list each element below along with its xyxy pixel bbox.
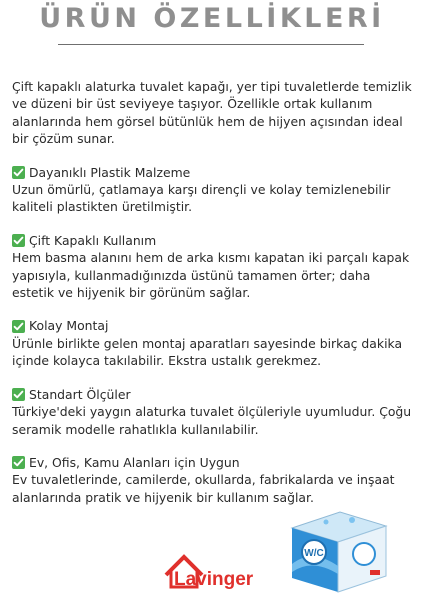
feature-item xyxy=(12,386,416,438)
page-title: ÜRÜN ÖZELLİKLERİ xyxy=(39,3,385,34)
feature-title: Çift Kapaklı Kullanım xyxy=(29,232,157,248)
feature-title: Standart Ölçüler xyxy=(29,386,131,402)
feature-description: Türkiye'deki yaygın alaturka tuvalet ölçüleriyle uyumludur. Çoğu seramik modelle rahatlıkla kullanılabilir. xyxy=(12,404,412,437)
check-icon xyxy=(12,234,25,247)
brand-name: Lavinger xyxy=(174,569,254,590)
feature-description: Ev tuvaletlerinde, camilerde, okullarda, fabrikalarda ve inşaat alanlarında pratik ve hijyenik bir kullanım sağlar. xyxy=(12,472,395,505)
feature-item xyxy=(12,232,416,302)
product-box-label: W/C xyxy=(304,548,324,559)
features-content xyxy=(12,78,416,522)
check-icon xyxy=(12,320,25,333)
check-icon xyxy=(12,388,25,401)
feature-title: Kolay Montaj xyxy=(29,318,109,334)
feature-description: Ürünle birlikte gelen montaj aparatları sayesinde birkaç dakika içinde kolayca takılabilir. Ekstra ustalık gerekmez. xyxy=(12,335,403,369)
feature-description: Uzun ömürlü, çatlamaya karşı dirençli ve kolay temizlenebilir kaliteli plastikten üretilmiştir. xyxy=(12,182,391,215)
feature-item xyxy=(12,317,416,369)
feature-heading xyxy=(12,454,416,471)
feature-item xyxy=(12,164,416,216)
check-icon xyxy=(12,456,25,469)
feature-heading xyxy=(12,232,416,249)
product-box-image xyxy=(282,508,392,596)
feature-description: Hem basma alanını hem de arka kısmı kapatan iki parçalı kapak yapısıyla, kullanmadığınızda üstünü tamamen örter; daha estetik ve hijyenik bir görünüm sağlar. xyxy=(12,250,410,301)
feature-heading xyxy=(12,386,416,403)
title-divider xyxy=(58,44,364,45)
intro-paragraph: Çift kapaklı alaturka tuvalet kapağı, yer tipi tuvaletlerde temizlik ve düzeni bir üst seviyeye taşıyor. Özellikle ortak kullanım alanlarında hem görsel bütünlük hem de hijyen açısından ideal bir çözüm sunar. xyxy=(12,79,412,147)
feature-title: Dayanıklı Plastik Malzeme xyxy=(29,164,191,180)
brand-logo xyxy=(160,545,270,595)
feature-heading xyxy=(12,317,416,334)
feature-title: Ev, Ofis, Kamu Alanları için Uygun xyxy=(29,454,240,470)
feature-heading xyxy=(12,164,416,181)
feature-item xyxy=(12,454,416,506)
check-icon xyxy=(12,166,25,179)
